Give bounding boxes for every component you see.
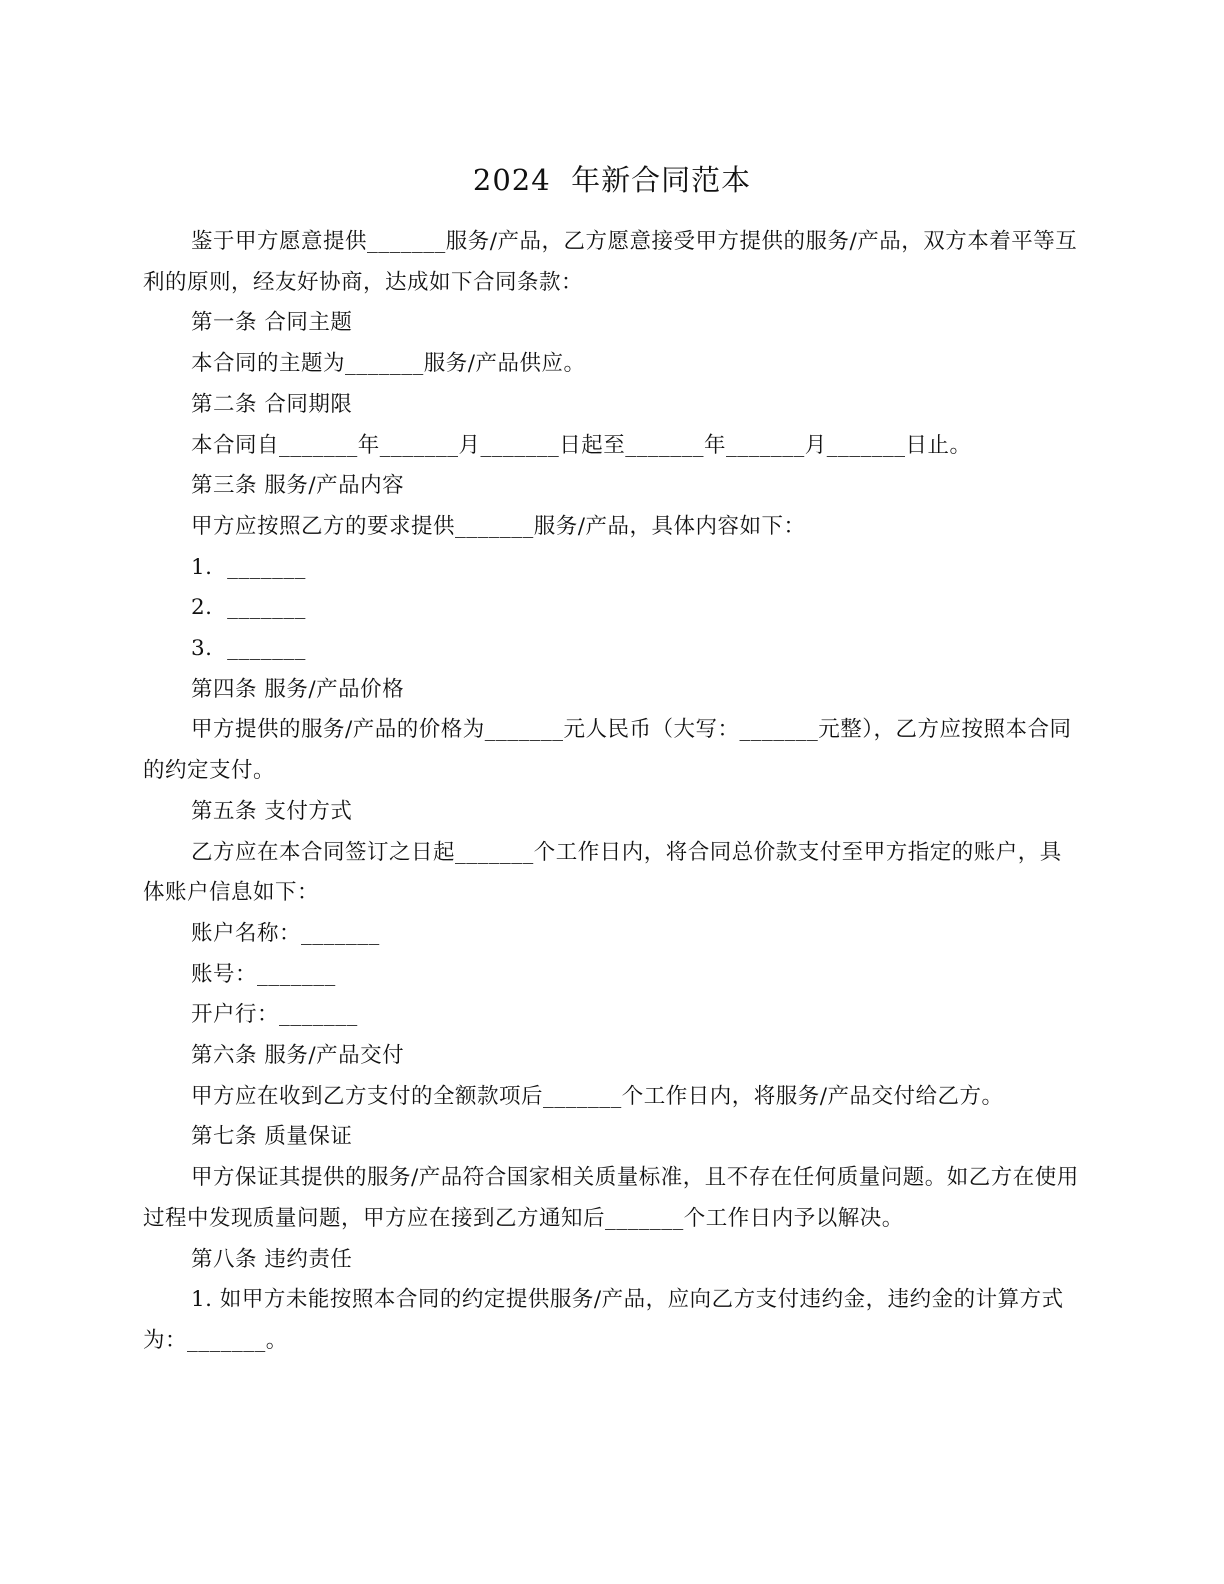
- account-number-line: 账号：_______: [191, 961, 336, 987]
- document-title: 2024 年新合同范本: [472, 163, 752, 197]
- article-5-text: 乙方应在本合同签订之日起_______个工作日内，将合同总价款支付至甲方指定的账户，具体账户信息如下：: [143, 839, 1062, 906]
- article-8-item-1: 1. 如甲方未能按照本合同的约定提供服务/产品，应向乙方支付违约金，违约金的计算方式为：_______。: [143, 1287, 1064, 1353]
- article-7-text: 甲方保证其提供的服务/产品符合国家相关质量标准，且不存在任何质量问题。如乙方在使用过程中发现质量问题，甲方应在接到乙方通知后_______个工作日内予以解决。: [143, 1165, 1079, 1231]
- content-item-2: 2. _______: [191, 595, 306, 621]
- article-2-heading: 第二条 合同期限: [191, 391, 353, 417]
- article-6-heading: 第六条 服务/产品交付: [191, 1043, 405, 1069]
- bank-line: 开户行：_______: [191, 1002, 358, 1028]
- preamble-paragraph: 鉴于甲方愿意提供_______服务/产品，乙方愿意接受甲方提供的服务/产品，双方本着平等互利的原则，经友好协商，达成如下合同条款：: [143, 229, 1078, 295]
- article-6-text: 甲方应在收到乙方支付的全额款项后_______个工作日内，将服务/产品交付给乙方。: [191, 1083, 1004, 1109]
- article-5-heading: 第五条 支付方式: [191, 798, 353, 824]
- article-1-text: 本合同的主题为_______服务/产品供应。: [191, 351, 586, 377]
- article-3-text: 甲方应按照乙方的要求提供_______服务/产品，具体内容如下：: [191, 513, 806, 539]
- article-4-heading: 第四条 服务/产品价格: [191, 676, 405, 702]
- account-name-line: 账户名称：_______: [191, 920, 380, 946]
- content-item-1: 1. _______: [191, 554, 306, 580]
- article-7-heading: 第七条 质量保证: [191, 1124, 353, 1150]
- article-4-text: 甲方提供的服务/产品的价格为_______元人民币（大写：_______元整），乙方应按照本合同的约定支付。: [143, 717, 1072, 784]
- article-3-heading: 第三条 服务/产品内容: [191, 473, 405, 499]
- article-8-heading: 第八条 违约责任: [191, 1246, 353, 1272]
- document-body: [143, 222, 1083, 1362]
- article-1-heading: 第一条 合同主题: [191, 310, 353, 336]
- article-2-text: 本合同自_______年_______月_______日起至_______年_______月_______日止。: [191, 432, 972, 458]
- content-item-3: 3. _______: [191, 636, 306, 662]
